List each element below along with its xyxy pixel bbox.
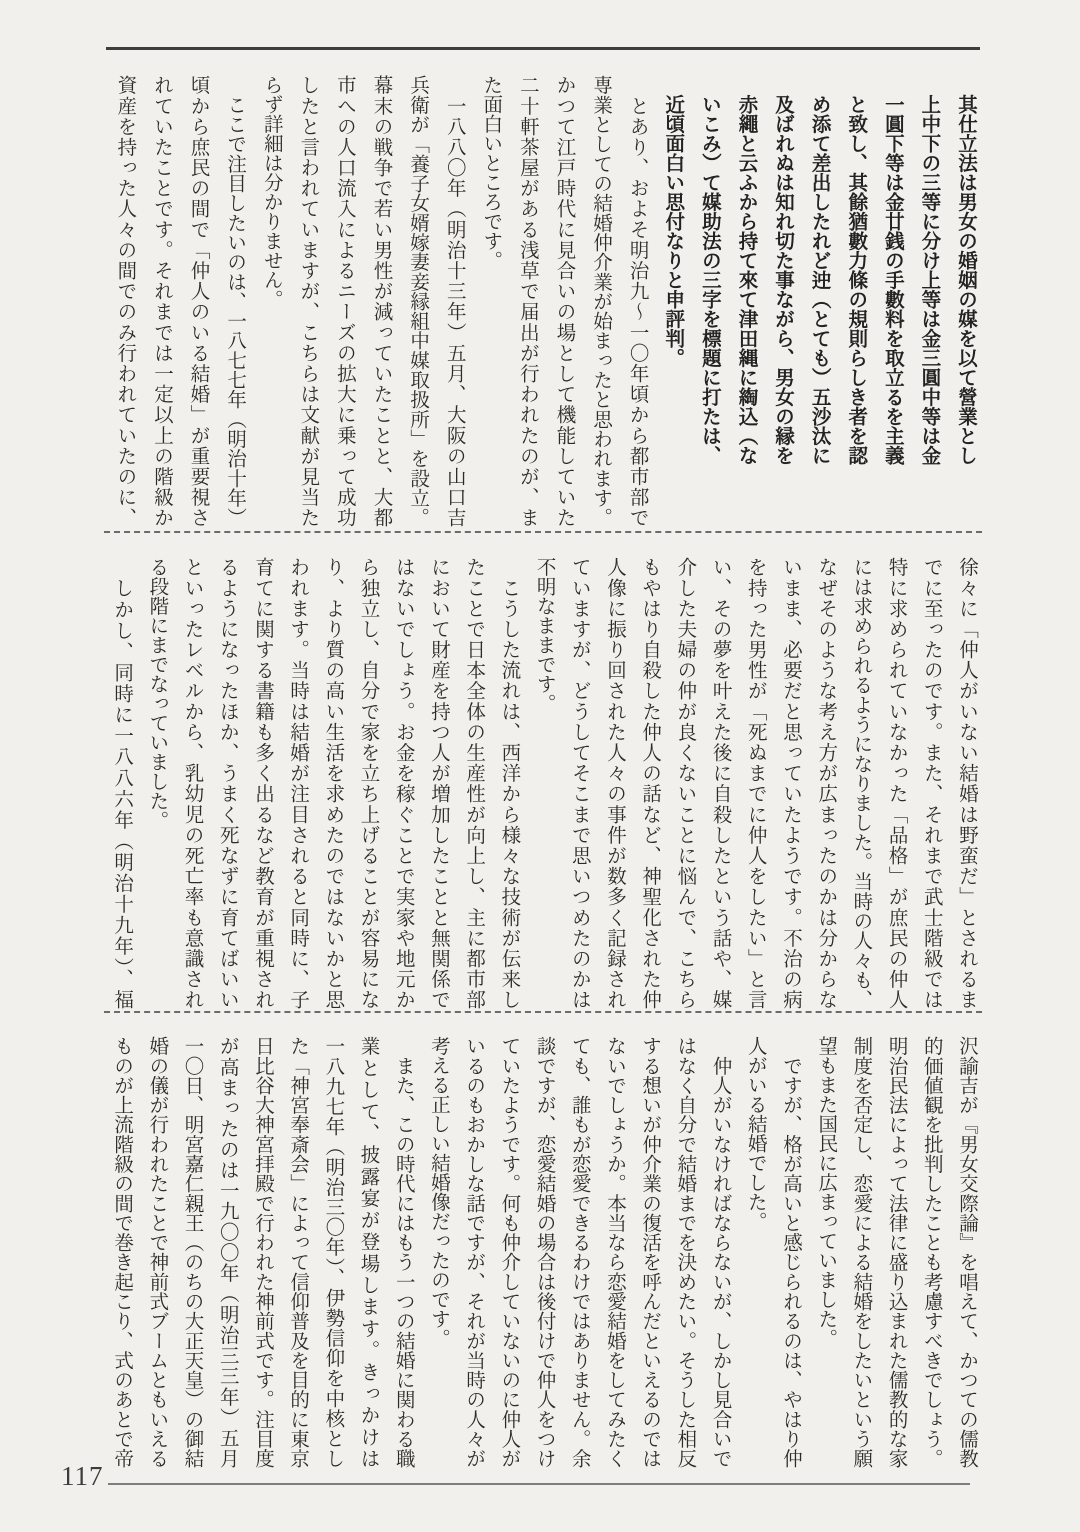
- text-column: ても、誰もが恋愛できるわけではありません。余: [568, 1036, 590, 1468]
- text-column: 談ですが、恋愛結婚の場合は後付けで仲人をつけ: [533, 1036, 555, 1468]
- text-column: 其仕立法は男女の婚姻の媒を以て營業とし: [955, 75, 977, 465]
- text-column: ですが、格が高いと感じられるのは、やはり仲: [779, 1036, 801, 1468]
- text-column: た「神宮奉斎会」によって信仰普及を目的に東京: [287, 1036, 309, 1468]
- text-column: れていたことです。それまでは一定以上の階級か: [150, 75, 172, 527]
- text-column: り、より質の高い生活を求めたのではないかと思: [322, 557, 344, 1009]
- text-column: 徐々に「仲人がいない結婚は野蛮だ」とされるま: [956, 557, 977, 1009]
- text-column: め添て差出したれど迚（とても）五沙汰に: [808, 75, 831, 465]
- text-column: い、その夢を叶えた後に自殺したという話や、媒: [709, 557, 731, 1009]
- text-column: 一〇日、明宮嘉仁親王（のちの大正天皇）の御結: [181, 1036, 203, 1468]
- text-column: が高まったのは一九〇〇年（明治三三年）五月: [216, 1036, 238, 1468]
- text-band-middle: [104, 557, 984, 1009]
- text-column: 特に求められていなかった「品格」が庶民の仲人: [885, 557, 907, 1009]
- text-column: いるのもおかしな話ですが、それが当時の人々が: [463, 1036, 485, 1468]
- text-column: 人像に振り回された人々の事件が数多く記録され: [603, 557, 625, 1010]
- text-column: また、この時代にはもう一つの結婚に関わる職: [392, 1036, 414, 1468]
- text-column: といったレベルから、乳幼児の死亡率も意識され: [181, 557, 203, 1009]
- text-column: を持った男性が「死ぬまでに仲人をしたい」と言: [744, 557, 766, 1009]
- text-column: こうした流れは、西洋から様々な技術が伝来し: [498, 557, 520, 1009]
- text-band-bottom: [104, 1036, 984, 1468]
- text-column: 仲人がいなければならないが、しかし見合いで: [709, 1036, 731, 1468]
- text-column: もやはり自殺した仲人の話など、神聖化された仲: [639, 557, 661, 1010]
- text-column: 育てに関する書籍も多く出るなど教育が重視され: [251, 557, 273, 1010]
- text-column: はなく自分で結婚までを決めたい。そうした相反: [674, 1036, 696, 1468]
- text-column: において財産を持つ人が増加したことと無関係で: [427, 557, 449, 1009]
- text-column: 人がいる結婚でした。: [744, 1036, 766, 1231]
- text-column: 一八九七年（明治三〇年）、伊勢信仰を中核とし: [322, 1036, 344, 1468]
- text-column: ていますが、どうしてそこまで思いつめたのかは: [568, 557, 590, 1009]
- paragraph: [139, 557, 526, 1009]
- text-column: 制度を否定し、恋愛による結婚をしたいという願: [850, 1036, 872, 1468]
- text-column: 沢諭吉が『男女交際論』を唱えて、かつての儒教: [956, 1036, 977, 1468]
- paragraph: [104, 557, 139, 1009]
- paragraph: [106, 75, 252, 527]
- text-column: 日比谷大神宮拝殿で行われた神前式です。注目度: [251, 1036, 273, 1468]
- text-column: 兵衛が「養子女婿嫁妻妾縁組中媒取扱所」を設立。: [407, 75, 429, 527]
- text-column: 赤繩と云ふから持て來て津田縄に綯込（な: [735, 75, 758, 465]
- text-column: 頃から庶民の間で「仲人のいる結婚」が重要視さ: [187, 75, 209, 527]
- text-column: したと言われていますが、こちらは文献が見当た: [297, 75, 319, 527]
- text-column: 望もまた国民に広まっていました。: [815, 1036, 837, 1348]
- paragraph: [738, 1036, 808, 1468]
- text-column: たことで日本全体の生産性が向上し、主に都市部: [463, 557, 485, 1009]
- text-column: 業として、披露宴が登場します。きっかけは: [357, 1036, 379, 1468]
- paragraph: [421, 1036, 738, 1468]
- text-column: ら独立し、自分で家を立ち上げることが容易にな: [357, 557, 379, 1009]
- text-column: なぜそのような考え方が広まったのかは分からな: [815, 557, 837, 1009]
- text-column: 上中下の三等に分け上等は金三圓中等は金: [918, 75, 941, 465]
- text-column: 近頃面白い思付なりと申評判。: [662, 75, 685, 368]
- paragraph: [252, 75, 472, 527]
- header-rule: [106, 47, 980, 50]
- text-column: 不明なままです。: [533, 557, 555, 713]
- text-column: われます。当時は結婚が注目されると同時に、子: [287, 557, 309, 1009]
- text-column: には求められるようになりました。当時の人々も、: [850, 557, 872, 1009]
- paragraph: [104, 1036, 421, 1468]
- text-column: るようになったほか、うまく死なずに育てばいい: [216, 557, 238, 1009]
- text-column: いこみ）て媒助法の三字を標題に打たは、: [698, 75, 721, 465]
- text-column: 明治民法によって法律に盛り込まれた儒教的な家: [885, 1036, 907, 1468]
- text-column: らず詳細は分かりません。: [260, 75, 282, 309]
- paragraph: [526, 557, 984, 1009]
- dashed-separator-2: [104, 1011, 982, 1013]
- text-column: 一圓下等は金廿銭の手數料を取立るを主義: [881, 75, 904, 465]
- text-column: 介した夫婦の仲が良くないことに悩んで、こちら: [674, 557, 696, 1009]
- page-number: 117: [61, 1461, 104, 1491]
- text-column: する想いが仲介業の復活を呼んだといえるのでは: [639, 1036, 661, 1468]
- text-column: 資産を持った人々の間でのみ行われていたのに、: [114, 75, 136, 527]
- text-column: いまま、必要だと思っていたようです。不治の病: [779, 557, 801, 1009]
- paragraph: [472, 75, 655, 527]
- text-column: でに至ったのです。また、それまで武士階級では: [920, 557, 942, 1009]
- text-column: ていたようです。何も仲介していないのに仲人が: [498, 1036, 520, 1468]
- text-column: 市への人口流入によるニーズの拡大に乗って成功: [333, 75, 355, 527]
- footer-rule: [108, 1483, 970, 1485]
- text-column: る段階にまでなっていました。: [146, 557, 168, 830]
- text-band-top: [104, 75, 984, 527]
- text-column: 専業としての結婚仲介業が始まったと思われます。: [590, 75, 612, 527]
- text-column: かつて江戸時代に見合いの場として機能していた: [553, 75, 575, 527]
- text-column: 二十軒茶屋がある浅草で届出が行われたのが、ま: [516, 75, 538, 527]
- text-column: とあり、およそ明治九～一〇年頃から都市部で: [626, 75, 648, 527]
- paragraph: [808, 1036, 984, 1468]
- dashed-separator-1: [104, 531, 982, 533]
- text-column: 考える正しい結婚像だったのです。: [427, 1036, 449, 1348]
- text-column: しかし、同時に一八八六年（明治十九年）、福: [111, 557, 133, 1009]
- text-column: 婚の儀が行われたことで神前式ブームともいえる: [146, 1036, 168, 1468]
- text-column: ないでしょうか。本当なら恋愛結婚をしてみたく: [603, 1036, 625, 1468]
- text-column: と致し、其餘猶數力條の規則らしき者を認: [845, 75, 868, 465]
- text-column: ここで注目したいのは、一八七七年（明治十年）: [224, 75, 246, 527]
- text-column: ものが上流階級の間で巻き起こり、式のあとで帝: [111, 1036, 133, 1468]
- text-column: 及ばれぬは知れ切た事ながら、男女の縁を: [772, 75, 795, 465]
- quoted-newspaper-excerpt: [655, 75, 984, 527]
- text-column: 幕末の戦争で若い男性が減っていたことと、大都: [370, 75, 392, 527]
- text-column: 一八八〇年（明治十三年）五月、大阪の山口吉: [443, 75, 465, 527]
- text-column: 的価値観を批判したことも考慮すべきでしょう。: [920, 1036, 942, 1468]
- text-column: はないでしょう。お金を稼ぐことで実家や地元か: [392, 557, 414, 1009]
- text-column: た面白いところです。: [480, 75, 502, 270]
